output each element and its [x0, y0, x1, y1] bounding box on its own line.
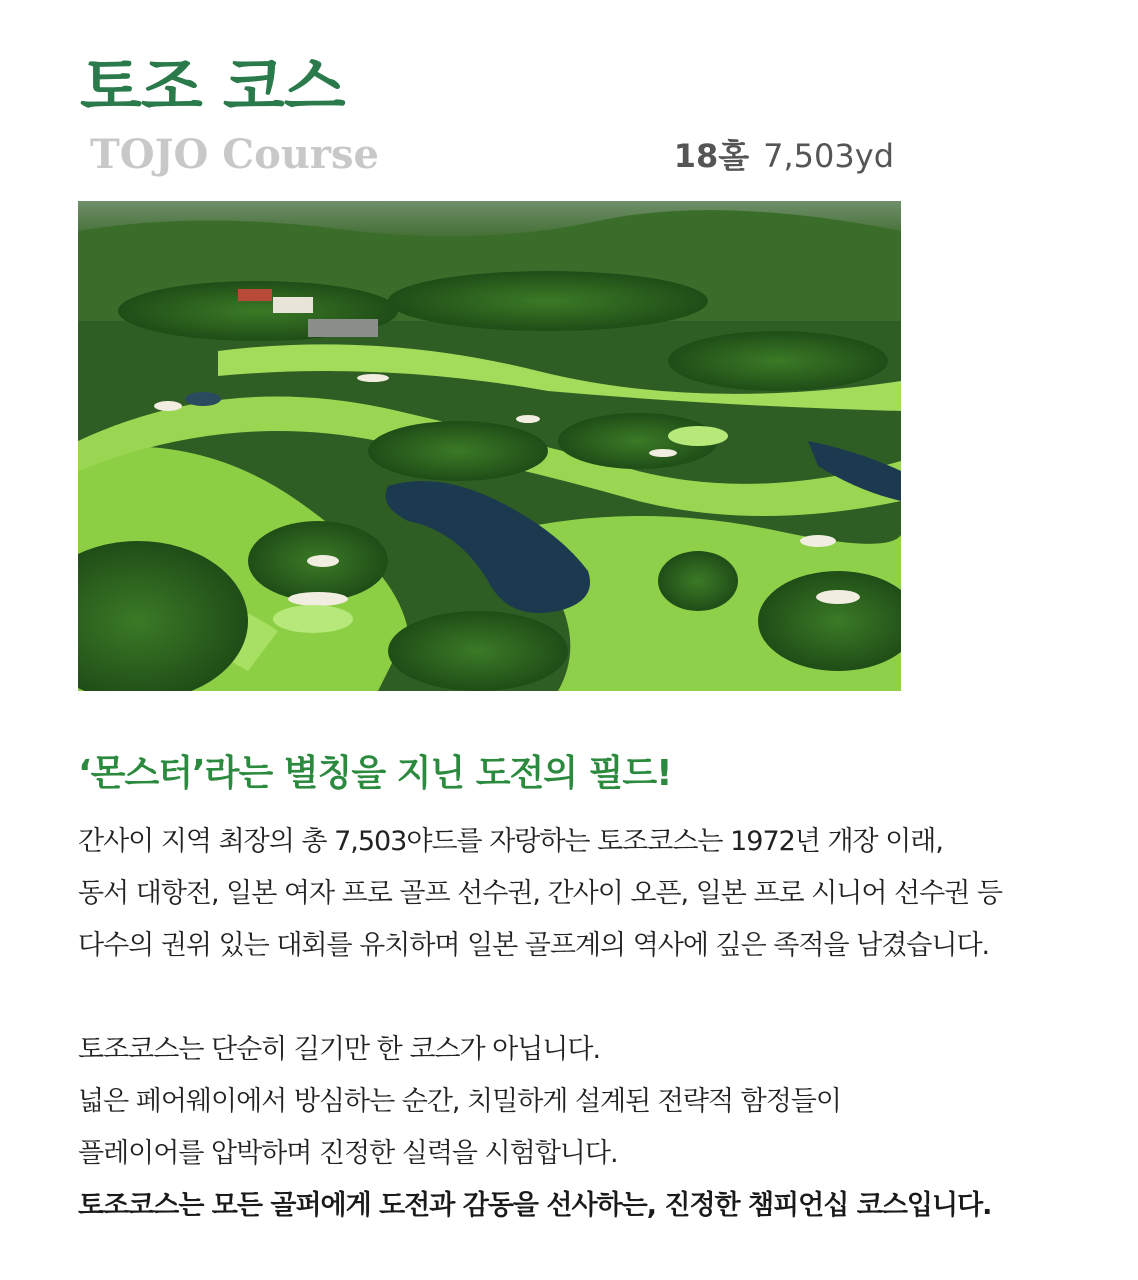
course-yardage: 7,503yd	[763, 137, 894, 175]
closing-statement: 토조코스는 모든 골퍼에게 도전과 감동을 선사하는, 진정한 챔피언십 코스입니다.	[78, 1190, 992, 1221]
paragraph-line: 다수의 권위 있는 대회를 유치하며 일본 골프계의 역사에 깊은 족적을 남겼습니다.	[78, 930, 990, 961]
aerial-golf-course-photo	[78, 201, 901, 691]
paragraph-line: 넓은 페어웨이에서 방심하는 순간, 치밀하게 설계된 전략적 함정들이	[78, 1086, 841, 1117]
course-stats	[674, 134, 894, 178]
paragraph-line: 토조코스는 단순히 길기만 한 코스가 아닙니다.	[78, 1034, 601, 1065]
paragraph-line: 동서 대항전, 일본 여자 프로 골프 선수권, 간사이 오픈, 일본 프로 시니어 선수권 등	[78, 878, 1002, 909]
paragraph-line: 간사이 지역 최장의 총 7,503야드를 자랑하는 토조코스는 1972년 개장 이래,	[78, 826, 943, 857]
paragraph-line: 플레이어를 압박하며 진정한 실력을 시험합니다.	[78, 1138, 618, 1169]
course-description	[78, 816, 1108, 1232]
course-subtitle: TOJO Course	[90, 131, 379, 178]
tagline: ‘몬스터’라는 별칭을 지닌 도전의 필드!	[78, 753, 672, 794]
paragraph-spacer	[78, 972, 1108, 1024]
holes-count: 18홀	[673, 137, 750, 175]
course-title: 토조 코스	[80, 51, 345, 125]
